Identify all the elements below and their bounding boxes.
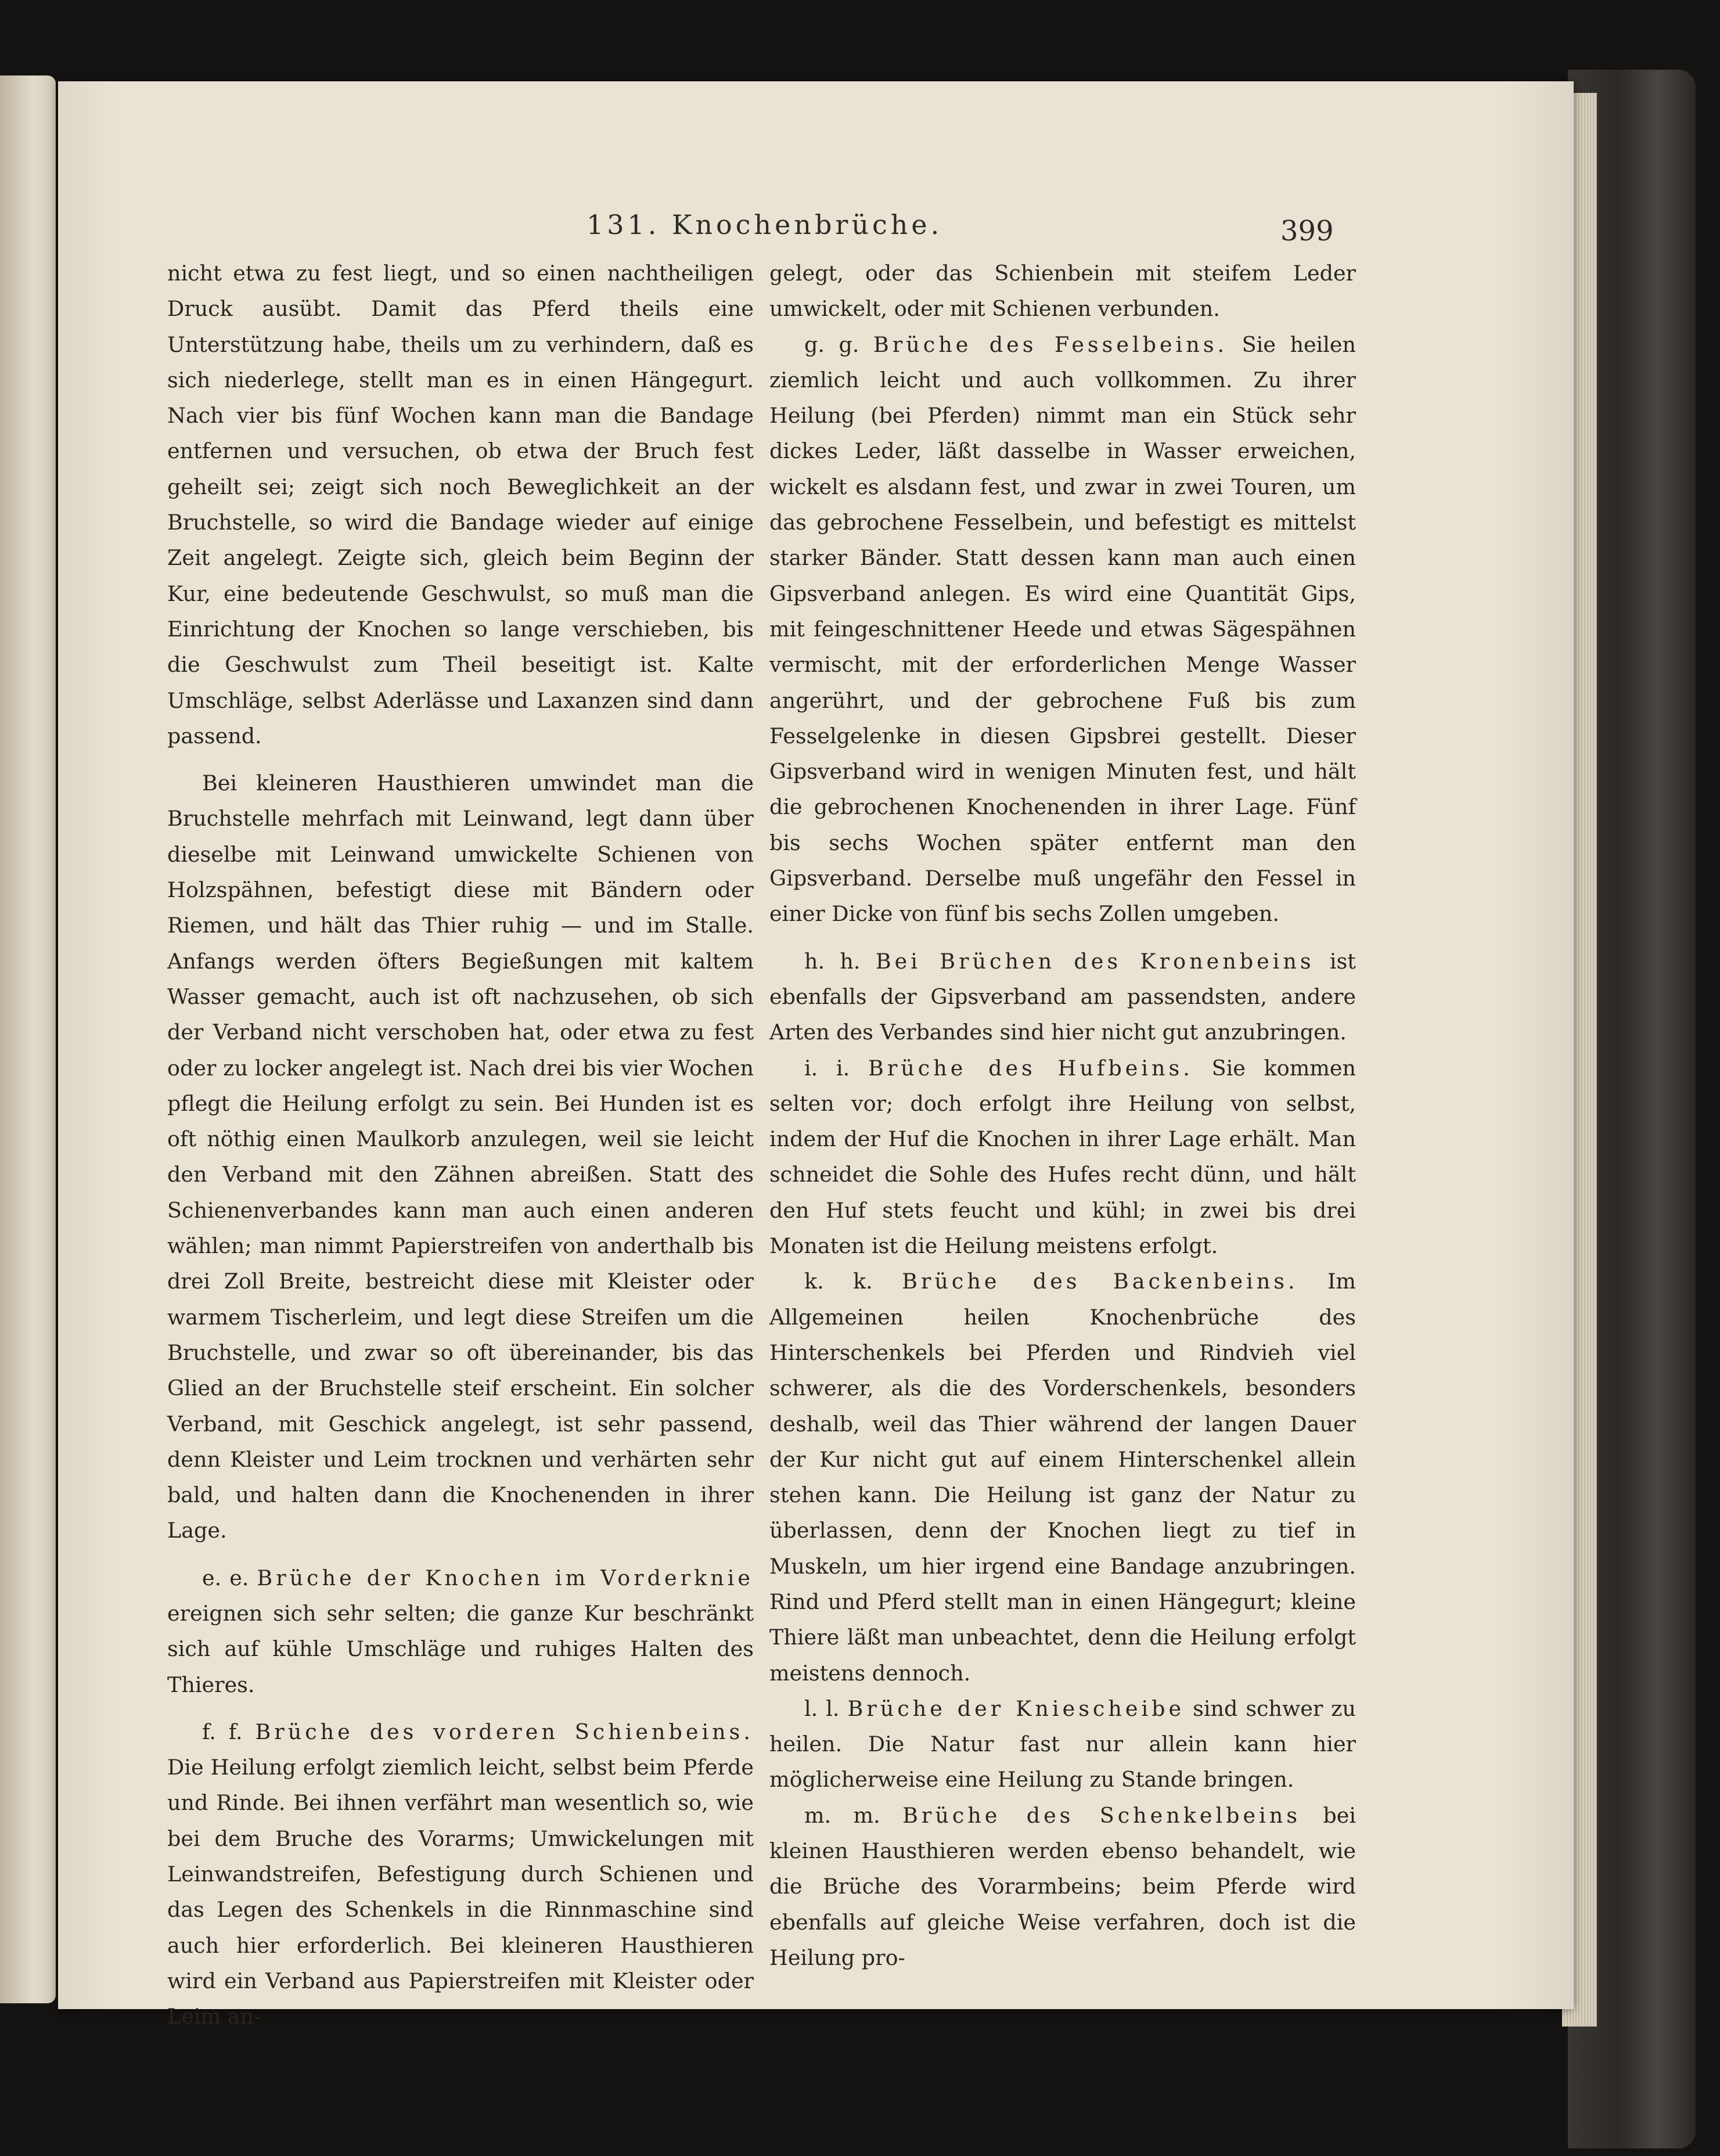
section-heading: Bei Brüchen des Kronenbeins (875, 948, 1315, 974)
section-paragraph: e. e. Brüche der Knochen im Vorderknie ereignen sich sehr selten; die ganze Kur beschränkt sich auf kühle Umschläge und ruhiges Halten des Thieres. (167, 1565, 754, 1697)
section-paragraph: l. l. Brüche der Kniescheibe sind schwer zu heilen. Die Natur fast nur allein kann hier möglicherweise eine Heilung zu Stande bringen. (769, 1696, 1356, 1793)
running-title: 131. Knochenbrüche. (586, 209, 943, 240)
paragraph: nicht etwa zu fest liegt, und so einen nachtheiligen Druck ausübt. Damit das Pferd theils eine Unterstützung habe, theils um zu verhindern, daß es sich niederlege, stellt man es in einen Hängegurt. Nach vier bis fünf Wochen kann man die Bandage entfernen und versuchen, ob etwa der Bruch fest geheilt sei; zeigt sich noch Beweglichkeit an der Bruchstelle, so wird die Bandage wieder auf einige Zeit angelegt. Zeigte sich, gleich beim Beginn der Kur, eine bedeutende Geschwulst, so muß man die Einrichtung der Knochen so lange verschieben, bis die Geschwulst zum Theil beseitigt ist. Kalte Umschläge, selbst Aderlässe und Laxanzen sind dann passend. (167, 261, 754, 748)
left-page-edge (0, 75, 56, 2003)
section-label: g. g. (804, 332, 859, 357)
section-heading: Brüche des Fesselbeins. (873, 332, 1228, 357)
section-label: m. m. (804, 1802, 880, 1828)
section-label: e. e. (202, 1565, 249, 1590)
section-label: k. k. (804, 1269, 873, 1294)
right-column (769, 255, 1356, 1975)
section-heading: Brüche des vorderen Schienbeins. (255, 1719, 754, 1744)
section-heading: Brüche der Knochen im Vorderknie (257, 1565, 754, 1590)
page-number: 399 (1280, 215, 1334, 247)
section-label: i. i. (804, 1055, 850, 1081)
section-paragraph: k. k. Brüche des Backenbeins. Im Allgemeinen heilen Knochenbrüche des Hinterschenkels bei Pferden und Rindvieh viel schwerer, als die des Vorderschenkels, besonders deshalb, weil das Thier während der langen Dauer der Kur nicht gut auf einem Hinterschenkel allein stehen kann. Die Heilung ist ganz der Natur zu überlassen, denn der Knochen liegt zu tief in Muskeln, um hier irgend eine Bandage anzubringen. Rind und Pferd stellt man in einen Hängegurt; kleine Thiere läßt man unbeachtet, denn die Heilung erfolgt meistens dennoch. (769, 1269, 1356, 1686)
running-head (58, 202, 1574, 254)
section-heading: Brüche des Hufbeins. (868, 1055, 1193, 1081)
paragraph: Bei kleineren Hausthieren umwindet man die Bruchstelle mehrfach mit Leinwand, legt dann über dieselbe mit Leinwand umwickelte Schienen von Holzspähnen, befestigt diese mit Bändern oder Riemen, und hält das Thier ruhig — und im Stalle. Anfangs werden öfters Begießungen mit kaltem Wasser gemacht, auch ist oft nachzusehen, ob sich der Verband nicht verschoben hat, oder etwa zu fest oder zu locker angelegt ist. Nach drei bis vier Wochen pflegt die Heilung erfolgt zu sein. Bei Hunden ist es oft nöthig einen Maulkorb anzulegen, weil sie leicht den Verband mit den Zähnen abreißen. Statt des Schienenverbandes kann man auch einen anderen wählen; man nimmt Papierstreifen von anderthalb bis drei Zoll Breite, bestreicht diese mit Kleister oder warmem Tischerleim, und legt diese Streifen um die Bruchstelle, und zwar so oft übereinander, bis das Glied an der Bruchstelle steif erscheint. Ein solcher Verband, mit Geschick angelegt, ist sehr passend, denn Kleister und Leim trocknen und verhärten sehr bald, und halten dann die Knochenenden in ihrer Lage. (167, 771, 754, 1543)
section-paragraph: g. g. Brüche des Fesselbeins. Sie heilen ziemlich leicht und auch vollkommen. Zu ihrer Heilung (bei Pferden) nimmt man ein Stück sehr dickes Leder, läßt dasselbe in Wasser erweichen, wickelt es alsdann fest, und zwar in zwei Touren, um das gebrochene Fesselbein, und befestigt es mittelst starker Bänder. Statt dessen kann man auch einen Gipsverband anlegen. Es wird eine Quantität Gips, mit feingeschnittener Heede und etwas Sägespähnen vermischt, mit der erforderlichen Menge Wasser angerührt, und der gebrochene Fuß bis zum Fesselgelenke in diesen Gipsbrei gestellt. Dieser Gipsverband wird in wenigen Minuten fest, und hält die gebrochenen Knochenenden in ihrer Lage. Fünf bis sechs Wochen später entfernt man den Gipsverband. Derselbe muß ungefähr den Fessel in einer Dicke von fünf bis sechs Zollen umgeben. (769, 332, 1356, 927)
section-paragraph: f. f. Brüche des vorderen Schienbeins. Die Heilung erfolgt ziemlich leicht, selbst beim Pferde und Rinde. Bei ihnen verfährt man wesentlich so, wie bei dem Bruche des Vorarms; Umwickelungen mit Leinwandstreifen, Befestigung durch Schienen und das Legen des Schenkels in die Rinnmaschine sind auch hier erforderlich. Bei kleineren Hausthieren wird ein Verband aus Papierstreifen mit Kleister oder Leim an- (167, 1719, 754, 2029)
section-label: l. l. (804, 1696, 840, 1721)
section-label: h. h. (804, 948, 861, 974)
section-heading: Brüche des Backenbeins. (902, 1269, 1298, 1294)
section-paragraph: m. m. Brüche des Schenkelbeins bei kleinen Hausthieren werden ebenso behandelt, wie die Brüche des Vorarmbeins; beim Pferde wird ebenfalls auf gleiche Weise verfahren, doch ist die Heilung pro- (769, 1802, 1356, 1970)
section-label: f. f. (202, 1719, 243, 1744)
section-paragraph: h. h. Bei Brüchen des Kronenbeins ist ebenfalls der Gipsverband am passendsten, andere Arten des Verbandes sind hier nicht gut anzubringen. (769, 948, 1356, 1045)
section-heading: Brüche der Kniescheibe (847, 1696, 1185, 1721)
left-column (167, 255, 754, 2035)
paragraph: gelegt, oder das Schienbein mit steifem Leder umwickelt, oder mit Schienen verbunden. (769, 261, 1356, 322)
book-page (58, 81, 1574, 2029)
section-heading: Brüche des Schenkelbeins (902, 1802, 1301, 1828)
section-paragraph: i. i. Brüche des Hufbeins. Sie kommen selten vor; doch erfolgt ihre Heilung von selbst, indem der Huf die Knochen in ihrer Lage erhält. Man schneidet die Sohle des Hufes recht dünn, und hält den Huf stets feucht und kühl; in zwei bis drei Monaten ist die Heilung meistens erfolgt. (769, 1055, 1356, 1259)
